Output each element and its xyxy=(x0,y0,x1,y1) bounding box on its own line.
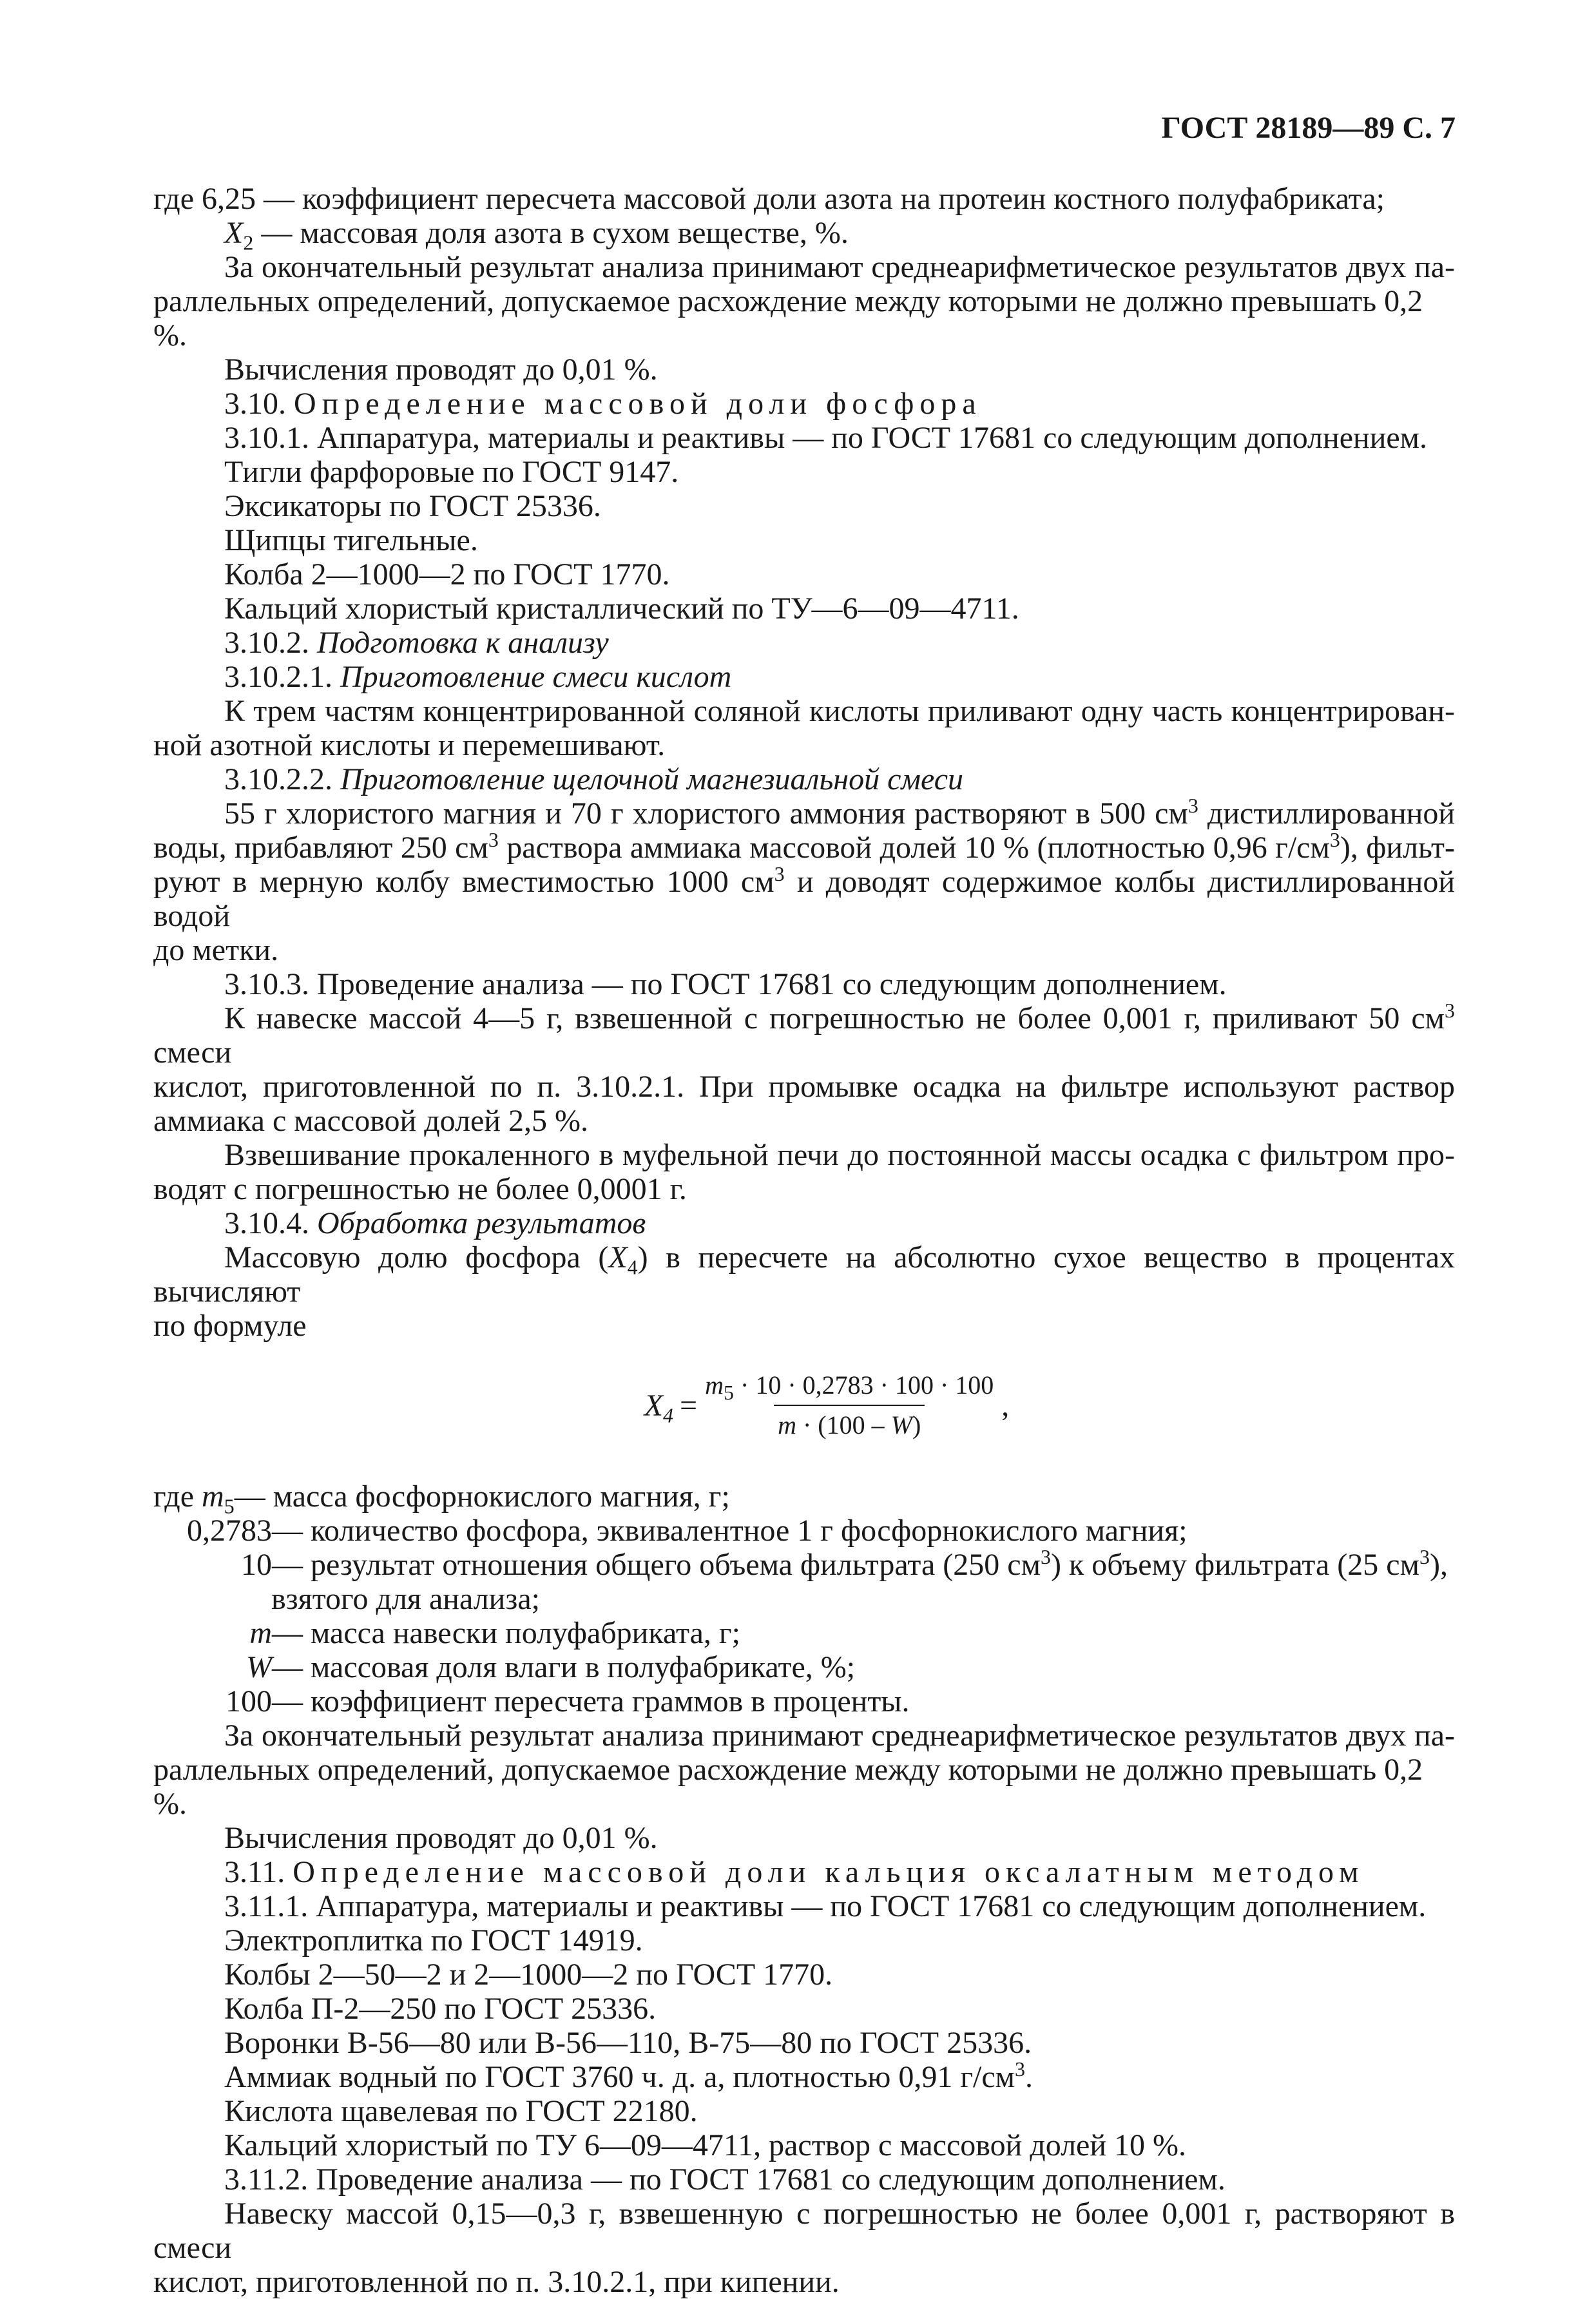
page-header: ГОСТ 28189—89 С. 7 xyxy=(1161,111,1456,145)
formula-fraction xyxy=(701,1369,997,1442)
text-line: 3.10.3. Проведение анализа — по ГОСТ 17681 со следующим дополнением. xyxy=(224,967,1227,1001)
definition-item xyxy=(153,1514,1455,1548)
definition-key: где $m_5$ xyxy=(153,1479,235,1518)
subsection-heading: 3.10.2.2. Приготовление щелочной магнезиальной смеси xyxy=(224,762,964,796)
definition-key: 0,2783 xyxy=(187,1514,272,1548)
text-line: Навеску массой 0,15—0,3 г, взвешенную с погрешностью не более 0,001 г, растворяют в смеси xyxy=(153,2197,1455,2265)
section-heading: 3.10. Определение массовой доли фосфора xyxy=(224,387,982,421)
text-line: К навеске массой 4—5 г, взвешенной с погрешностью не более 0,001 г, приливают 50 $см^3$ смеси xyxy=(153,999,1455,1070)
definition-key: 100 xyxy=(226,1684,272,1718)
list-item: Эксикаторы по ГОСТ 25336. xyxy=(224,489,601,523)
formula-x4 xyxy=(153,1351,1455,1460)
definition-item xyxy=(153,1684,1455,1718)
definition-item xyxy=(153,1616,1455,1650)
definition-text: — результат отношения общего объема фильтрата (250 $см^3$) к объему фильтрата (25 $см^3$), xyxy=(272,1545,1448,1582)
formula-denominator: m · (100 – W) xyxy=(774,1405,925,1442)
formula-comma: , xyxy=(1001,1388,1010,1423)
definition-text: — массовая доля влаги в полуфабрикате, %; xyxy=(272,1650,856,1684)
definition-text: — масса фосфорнокислого магния, г; xyxy=(234,1479,730,1514)
text-line: 3.11.2. Проведение анализа — по ГОСТ 17681 со следующим дополнением. xyxy=(224,2162,1226,2197)
text-line: $X_2$ — массовая доля азота в сухом веществе, %. xyxy=(224,216,849,255)
section-heading: 3.11. Определение массовой доли кальция оксалатным методом xyxy=(224,1855,1365,1889)
text-line: по формуле xyxy=(153,1309,307,1343)
text-line: водят с погрешностью не более 0,0001 г. xyxy=(153,1172,687,1206)
definition-key: W xyxy=(246,1650,272,1684)
subsection-heading: 3.10.2.1. Приготовление смеси кислот xyxy=(224,660,732,694)
text-line: 55 г хлористого магния и 70 г хлористого аммония растворяют в 500 $см^3$ дистиллированной xyxy=(224,794,1456,831)
text-line: кислот, приготовленной по п. 3.10.2.1, при кипении. xyxy=(153,2265,840,2299)
text-line: где 6,25 — коэффициент пересчета массовой доли азота на протеин костного полуфабриката; xyxy=(153,182,1385,216)
list-item: Электроплитка по ГОСТ 14919. xyxy=(224,1923,643,1958)
subsection-heading: 3.10.2. Подготовка к анализу xyxy=(224,626,609,660)
definition-item xyxy=(153,1545,1455,1582)
text-line: воды, прибавляют 250 $см^3$ раствора аммиака массовой долей 10 % (плотностью 0,96 $г/см^3$), фильт- xyxy=(153,828,1456,865)
formula-numerator: $m_5 \cdot 10 \cdot 0,2783 \cdot 100 \cdot 100$ xyxy=(705,1371,994,1404)
list-item: Щипцы тигельные. xyxy=(224,523,478,557)
list-item: Колба П-2—250 по ГОСТ 25336. xyxy=(224,1992,657,2026)
list-item: Колба 2—1000—2 по ГОСТ 1770. xyxy=(224,557,670,592)
subsection-heading: 3.10.4. Обработка результатов xyxy=(224,1206,646,1240)
definition-text: — количество фосфора, эквивалентное 1 г фосфорнокислого магния; xyxy=(272,1514,1187,1548)
text-line: Вычисления проводят до 0,01 %. xyxy=(224,352,658,387)
definition-item xyxy=(153,1479,1455,1518)
text-line: 3.10.1. Аппаратура, материалы и реактивы — по ГОСТ 17681 со следующим дополнением. xyxy=(224,421,1428,455)
text-line: руют в мерную колбу вместимостью 1000 $см^3$ и доводят содержимое колбы дистиллированной водой xyxy=(153,862,1456,933)
list-item: Аммиак водный по ГОСТ 3760 ч. д. а, плотностью 0,91 $г/см^3$. xyxy=(224,2057,1034,2094)
text-line: ной азотной кислоты и перемешивают. xyxy=(153,728,666,762)
definition-key: 10 xyxy=(241,1548,272,1582)
list-item: Колбы 2—50—2 и 2—1000—2 по ГОСТ 1770. xyxy=(224,1958,833,1992)
text-line: до метки. xyxy=(153,933,279,967)
list-item: Кальций хлористый кристаллический по ТУ—6—09—4711. xyxy=(224,592,1019,626)
definition-text: — коэффициент пересчета граммов в проценты. xyxy=(272,1684,910,1718)
text-line: раллельных определений, допускаемое расхождение между которыми не должно превышать 0,2 %. xyxy=(153,284,1423,352)
definition-text: — масса навески полуфабриката, г; xyxy=(272,1616,740,1650)
text-line: За окончательный результат анализа принимают среднеарифметическое результатов двух па- xyxy=(224,1718,1455,1753)
text-line: Массовую долю фосфора $(X_4)$ в пересчете на абсолютно сухое вещество в процентах вычисляют xyxy=(153,1240,1456,1309)
formula-lhs: $X_4$ xyxy=(644,1388,674,1427)
definition-continuation: взятого для анализа; xyxy=(271,1582,540,1616)
text-line: Взвешивание прокаленного в муфельной печи до постоянной массы осадка с фильтром про- xyxy=(224,1138,1455,1172)
text-line: За окончательный результат анализа принимают среднеарифметическое результатов двух па- xyxy=(224,250,1455,284)
list-item: Воронки В-56—80 или В-56—110, В-75—80 по ГОСТ 25336. xyxy=(224,2026,1032,2060)
list-item: Тигли фарфоровые по ГОСТ 9147. xyxy=(224,455,679,489)
text-line: Вычисления проводят до 0,01 %. xyxy=(224,1821,658,1855)
text-line: кислот, приготовленной по п. 3.10.2.1. При промывке осадка на фильтре используют раствор xyxy=(153,1070,1455,1104)
list-item: Кислота щавелевая по ГОСТ 22180. xyxy=(224,2094,698,2128)
text-line: 3.11.1. Аппаратура, материалы и реактивы — по ГОСТ 17681 со следующим дополнением. xyxy=(224,1889,1427,1923)
definition-key: m xyxy=(249,1616,272,1650)
text-line: К трем частям концентрированной соляной кислоты приливают одну часть концентрирован- xyxy=(224,694,1455,728)
text-line: раллельных определений, допускаемое расхождение между которыми не должно превышать 0,2 %. xyxy=(153,1753,1423,1821)
definition-item xyxy=(153,1650,1455,1684)
document-body xyxy=(153,182,1455,2299)
text-line: аммиака с массовой долей 2,5 %. xyxy=(153,1104,588,1138)
formula-equals: = xyxy=(680,1388,698,1423)
list-item: Кальций хлористый по ТУ 6—09—4711, раствор с массовой долей 10 %. xyxy=(224,2128,1187,2162)
